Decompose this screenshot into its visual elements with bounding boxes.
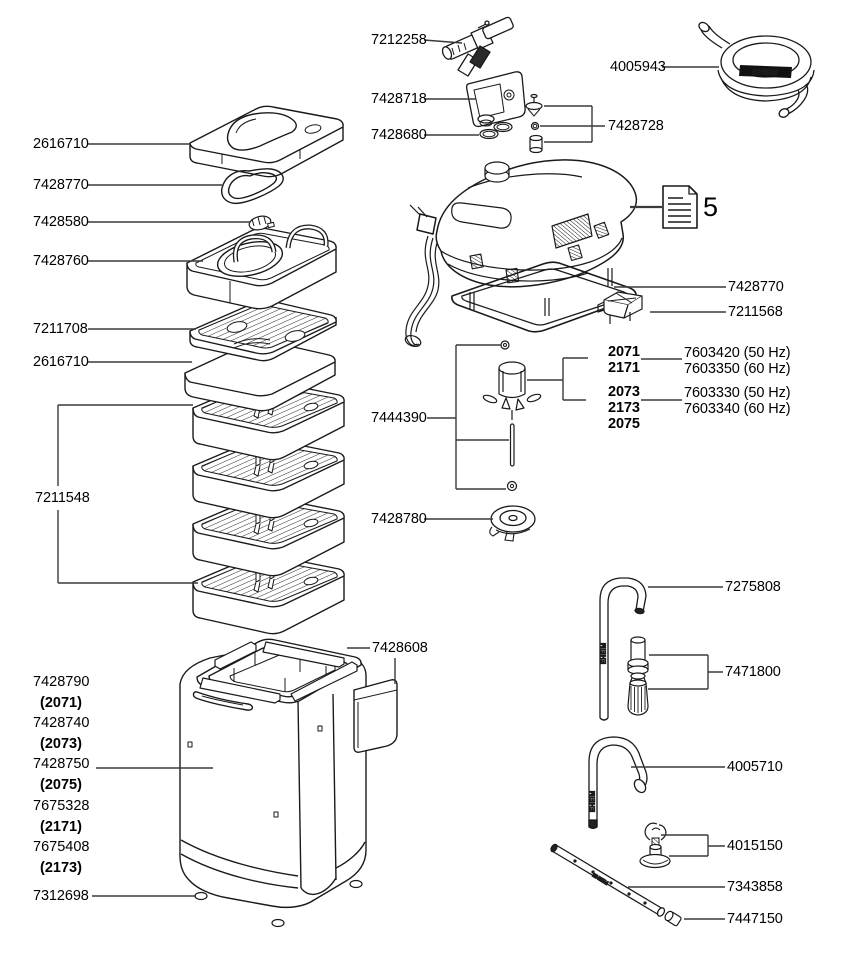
variant-part: 7675408	[33, 839, 90, 855]
variant-model: (2071)	[40, 695, 82, 711]
part-label-spray-bar: 7343858	[727, 879, 783, 895]
manual-document-icon	[663, 186, 697, 228]
part-label-valve-set: 7428728	[608, 118, 664, 134]
leader-lines	[58, 40, 726, 919]
variant-model: (2171)	[40, 819, 82, 835]
part-label-clamp: 7428580	[33, 214, 89, 230]
spray-bar-drawing	[550, 843, 666, 917]
part-label-head-seal: 7428770	[728, 279, 784, 295]
canister-variant-label	[33, 796, 89, 838]
part-label-grid-plate: 7211708	[33, 321, 88, 337]
variant-model: (2173)	[40, 860, 82, 876]
model-number: 2075	[608, 416, 640, 432]
part-label-prefilter: 7428760	[33, 253, 89, 269]
double-tap-drawing	[458, 46, 525, 126]
filter-baskets-drawing	[193, 380, 344, 633]
canister-variant-label	[33, 672, 89, 714]
variant-part: 7428740	[33, 715, 90, 731]
extension-strainer-drawing	[628, 637, 648, 715]
part-label-clip: 7211568	[728, 304, 783, 320]
model-number: 2171	[608, 360, 640, 376]
model-number: 2071	[608, 344, 640, 360]
part-label-pump-cover: 7428780	[371, 511, 427, 527]
part-label-intake-pipe: 7275808	[725, 579, 781, 595]
suction-cup-drawing	[640, 823, 670, 867]
part-label-o-rings: 7428680	[371, 127, 427, 143]
variant-part: 7428750	[33, 756, 90, 772]
part-label-hose-adapter: 7212258	[371, 32, 427, 48]
variant-model: (2073)	[40, 736, 82, 752]
part-label-bottom-plug: 7312698	[33, 888, 89, 904]
part-label-hose: 4005943	[610, 59, 666, 75]
outlet-elbow-drawing	[589, 737, 648, 829]
part-label-lid: 2616710	[33, 136, 89, 152]
lid-drawing	[190, 106, 343, 176]
part-label-basket-set: 7211548	[35, 490, 90, 506]
motor-part-number: 7603340 (60 Hz)	[684, 401, 791, 417]
part-label-end-cap: 7447150	[727, 911, 783, 927]
model-number: 2173	[608, 400, 640, 416]
part-label-double-tap: 7428718	[371, 91, 427, 107]
float-valve-set-drawing	[526, 95, 542, 153]
part-label-suction-cup: 4015150	[727, 838, 783, 854]
variant-part: 7428790	[33, 674, 90, 690]
impeller-set-drawing	[482, 341, 541, 491]
part-label-extension-strainer: 7471800	[725, 664, 781, 680]
pump-head-drawing	[404, 160, 637, 349]
prefilter-drawing	[187, 227, 336, 309]
variant-model: (2075)	[40, 777, 82, 793]
canister-variant-label	[33, 754, 89, 796]
part-label-lid-seal: 7428770	[33, 177, 89, 193]
small-clip-drawing	[598, 292, 642, 324]
part-label-filter-pad: 2616710	[33, 354, 89, 370]
canister-variant-label	[33, 713, 89, 755]
end-cap-drawing	[663, 910, 681, 926]
hose-brand-text: EHEIM	[752, 67, 778, 77]
part-label-impeller-set: 7444390	[371, 410, 427, 426]
part-label-clip-set: 7428608	[372, 640, 428, 656]
outlet-brand-text: EHEIM	[590, 790, 597, 812]
motor-part-number: 7603350 (60 Hz)	[684, 361, 791, 377]
pump-cover-drawing	[490, 506, 535, 541]
manual-ref-number: 5	[703, 192, 719, 222]
model-number: 2073	[608, 384, 640, 400]
motor-part-number: 7603420 (50 Hz)	[684, 345, 791, 361]
hose-coil-drawing	[697, 21, 814, 119]
intake-brand-text: EHEIM	[601, 642, 608, 664]
motor-part-number: 7603330 (50 Hz)	[684, 385, 791, 401]
part-label-outlet-elbow: 4005710	[727, 759, 783, 775]
variant-part: 7675328	[33, 798, 90, 814]
spraybar-brand-text: EHEIM	[590, 872, 610, 887]
canister-variant-label	[33, 837, 89, 879]
